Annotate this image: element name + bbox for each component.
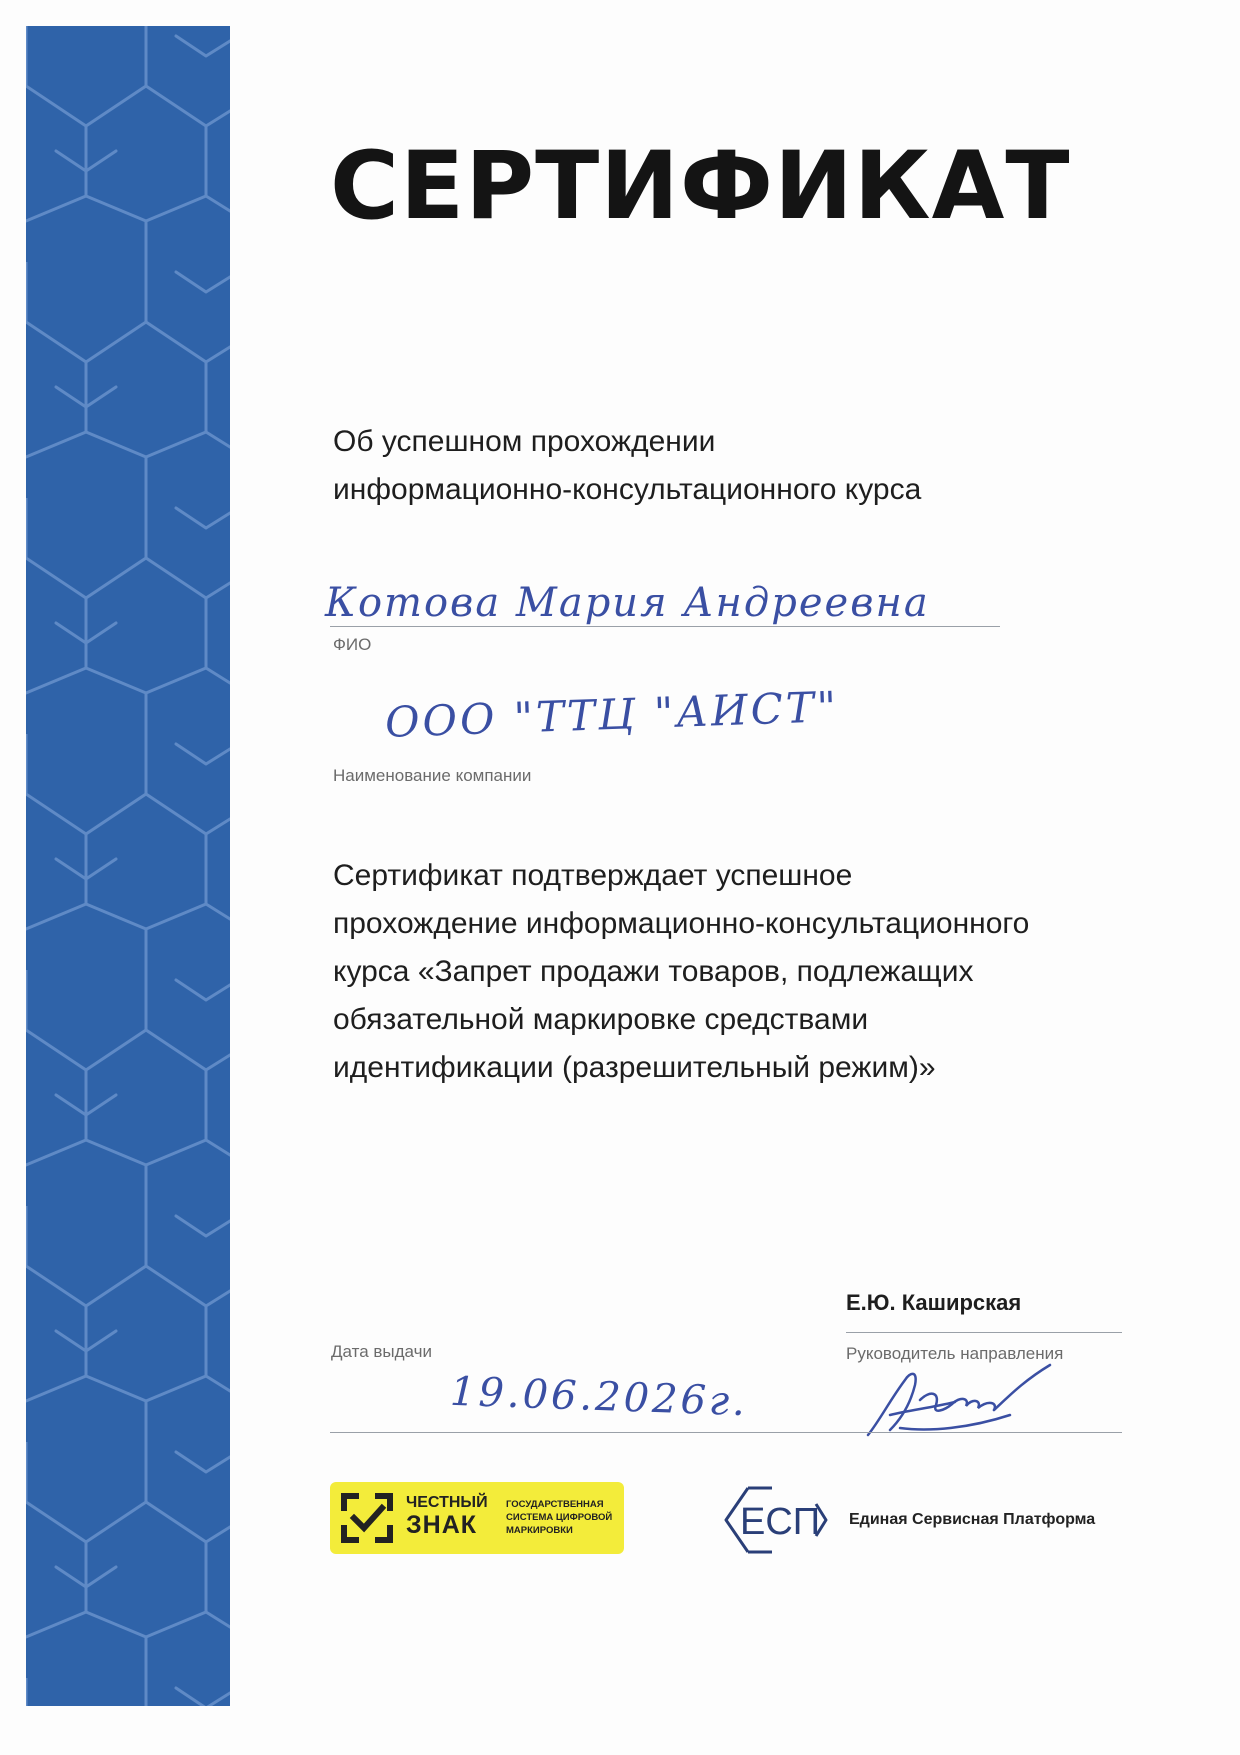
signer-name: Е.Ю. Каширская [846,1290,1022,1315]
esp-abbr: ЕСП [740,1501,821,1543]
company-label: Наименование компании [333,766,532,785]
fio-underline [330,626,1000,627]
date-label: Дата выдачи [331,1342,432,1361]
certificate-title: СЕРТИФИКАТ [330,132,1071,241]
brand-line-2: ЗНАК [406,1511,478,1539]
bottom-rule [330,1432,1122,1433]
fio-value: Котова Мария Андреевна [325,580,930,626]
fio-label: ФИО [333,635,372,654]
esp-name: Единая Сервисная Платформа [849,1511,1096,1528]
company-value: ООО "ТТЦ "АИСТ" [384,682,840,747]
body-line-2: прохождение информационно-консультационного [333,907,1030,940]
body-line-3: курса «Запрет продажи товаров, подлежащих [333,955,974,988]
subtitle-line-1: Об успешном прохождении [333,425,716,458]
signature-image [860,1360,1060,1450]
signer-role: Руководитель направления [846,1344,1064,1363]
decorative-side-band [26,26,230,1706]
body-line-1: Сертификат подтверждает успешное [333,859,853,892]
chestny-znak-logo [330,1482,624,1554]
chestny-znak-brand [406,1495,488,1538]
desc-line-1: ГОСУДАРСТВЕННАЯ [506,1499,604,1510]
pattern-graphic [26,26,230,1706]
signer-name-rule [846,1332,1122,1333]
desc-line-2: СИСТЕМА ЦИФРОВОЙ [506,1512,613,1523]
chestny-znak-description [506,1498,612,1537]
subtitle-line-2: информационно-консультационного курса [333,473,922,506]
body-line-4: обязательной маркировке средствами [333,1003,869,1036]
checkmark-icon [340,1492,394,1544]
esp-logo [712,1482,836,1558]
certificate-subtitle [333,418,1153,514]
desc-line-3: МАРКИРОВКИ [506,1525,573,1536]
issue-date-value: 19.06.2026г. [449,1368,749,1426]
body-line-5: идентификации (разрешительный режим)» [333,1051,936,1084]
certificate-body [333,852,1153,1092]
brand-line-1: ЧЕСТНЫЙ [406,1494,488,1511]
